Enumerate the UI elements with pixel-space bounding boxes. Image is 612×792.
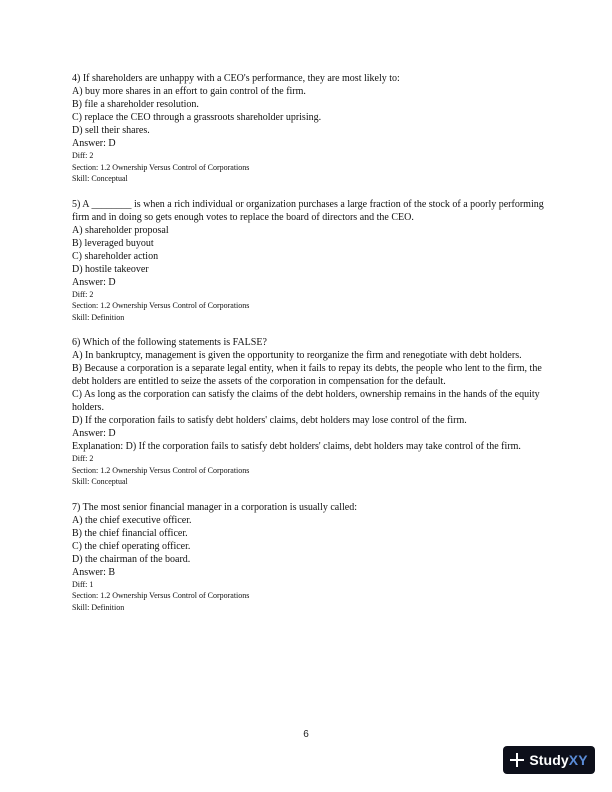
option-a: A) In bankruptcy, management is given the opportunity to reorganize the firm and renegotiate with debt holders. [72,350,522,361]
difficulty: Diff: 2 [72,289,94,299]
skill: Skill: Conceptual [72,477,128,486]
option-d: D) sell their shares. [72,125,150,136]
option-c: C) replace the CEO through a grassroots shareholder uprising. [72,112,322,123]
question-stem: 6) Which of the following statements is FALSE? [72,337,267,348]
question-stem: 4) If shareholders are unhappy with a CEO's performance, they are most likely to: [72,73,400,84]
option-d: D) If the corporation fails to satisfy debt holders' claims, debt holders may lose control of the firm. [72,415,467,426]
option-c: C) As long as the corporation can satisfy the claims of the debt holders, ownership remains in the hands of the equity holders. [72,389,540,413]
studyxy-badge[interactable] [503,746,595,774]
brand-main: Study [529,752,569,768]
section: Section: 1.2 Ownership Versus Control of Corporations [72,301,250,310]
option-b: B) Because a corporation is a separate legal entity, when it fails to repay its debts, the people who lent to the firm, the debt holders are entitled to seize the assets of the corporation in compensation for the default. [72,363,542,387]
option-b: B) leveraged buyout [72,237,154,249]
option-d: D) the chairman of the board. [72,553,191,565]
skill: Skill: Conceptual [72,174,128,183]
answer: Answer: B [72,566,116,578]
brand-logo [529,752,587,768]
answer: Answer: D [72,138,116,149]
section: Section: 1.2 Ownership Versus Control of Corporations [72,591,250,600]
difficulty: Diff: 2 [72,454,94,463]
option-b: B) the chief financial officer. [72,527,188,539]
option-a: A) shareholder proposal [72,224,169,236]
question-7 [72,501,544,614]
question-6 [72,336,544,488]
document-body [72,72,544,626]
section: Section: 1.2 Ownership Versus Control of Corporations [72,162,250,172]
question-5 [72,198,544,324]
difficulty: Diff: 2 [72,151,94,160]
answer: Answer: D [72,428,116,439]
question-stem: 7) The most senior financial manager in a corporation is usually called: [72,501,358,513]
option-a: A) the chief executive officer. [72,514,192,526]
option-a: A) buy more shares in an effort to gain control of the firm. [72,86,306,97]
explanation: Explanation: D) If the corporation fails to satisfy debt holders' claims, debt holders may take control of the firm. [72,441,521,452]
option-d: D) hostile takeover [72,263,149,275]
skill: Skill: Definition [72,312,125,322]
plus-icon [510,753,524,767]
skill: Skill: Definition [72,602,125,612]
brand-accent: XY [568,752,588,768]
answer: Answer: D [72,276,116,288]
option-c: C) shareholder action [72,250,159,262]
difficulty: Diff: 1 [72,579,94,589]
question-4 [72,72,544,185]
page-number: 6 [303,729,309,740]
option-b: B) file a shareholder resolution. [72,99,199,110]
option-c: C) the chief operating officer. [72,540,191,552]
question-stem: 5) A ________ is when a rich individual or organization purchases a large fraction of the stock of a poorly performing firm and in doing so gets enough votes to replace the board of directors and the CEO. [72,198,544,223]
section: Section: 1.2 Ownership Versus Control of Corporations [72,465,250,475]
